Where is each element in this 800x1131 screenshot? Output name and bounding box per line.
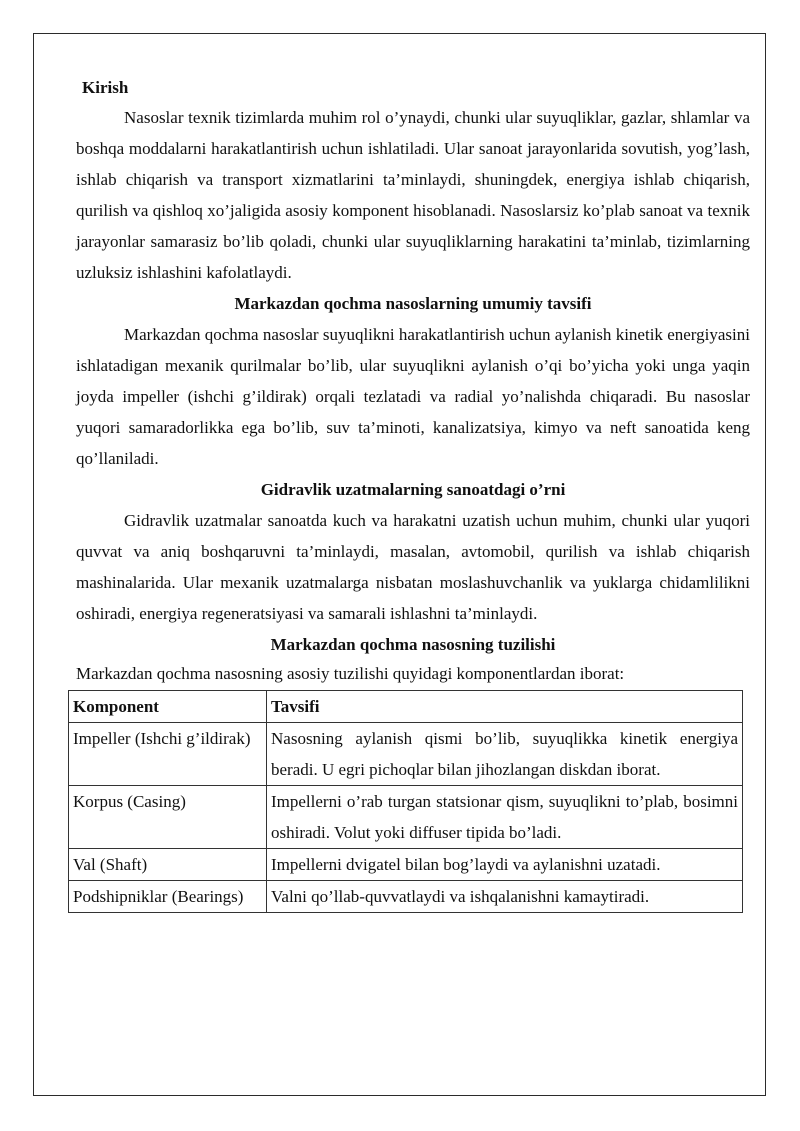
overview-paragraph: Markazdan qochma nasoslar suyuqlikni harakatlantirish uchun aylanish kinetik energiyasini ishlatadigan mexanik qurilmalar bo’lib, ular suyuqlikni aylanish o’qi bo’yicha yoki unga yaqin joyda impeller (ishchi g’ildirak) orqali tezlatadi va radial yo’nalishda chiqaradi. Bu nasoslar yuqori samaradorlikka ega bo’lib, suv ta’minoti, kanalizatsiya, kimyo va neft sanoatida keng qo’llaniladi.	[76, 325, 750, 468]
cell-description-shaft: Impellerni dvigatel bilan bog’laydi va aylanishni uzatadi.	[267, 849, 743, 881]
cell-description-bearings: Valni qo’llab-quvvatlaydi va ishqalanishni kamaytiradi.	[267, 881, 743, 913]
table-header-row	[69, 691, 743, 723]
header-description: Tavsifi	[267, 691, 743, 723]
components-table	[68, 690, 743, 913]
section-heading-hydraulic: Gidravlik uzatmalarning sanoatdagi o’rni	[260, 480, 566, 499]
cell-description-casing: Impellerni o’rab turgan statsionar qism, suyuqlikni to’plab, bosimni oshiradi. Volut yoki diffuser tipida bo’ladi.	[267, 786, 743, 849]
intro-paragraph: Nasoslar texnik tizimlarda muhim rol o’ynaydi, chunki ular suyuqliklar, gazlar, shlamlar va boshqa moddalarni harakatlantirish uchun ishlatiladi. Ular sanoat jarayonlarida sovutish, yog’lash, ishlab chiqarish va transport xizmatlarini ta’minlaydi, shuningdek, energiya ishlab chiqarish, qurilish va qishloq xo’jaligida asosiy komponent hisoblanadi. Nasoslarsiz ko’plab sanoat va texnik jarayonlar samarasiz bo’lib qoladi, chunki ular suyuqliklarning harakatini ta’minlab, tizimlarning uzluksiz ishlashini kafolatlaydi.	[76, 108, 750, 282]
cell-component-casing: Korpus (Casing)	[69, 786, 267, 849]
table-row	[69, 849, 743, 881]
cell-component-impeller: Impeller (Ishchi g’ildirak)	[69, 723, 267, 786]
section-heading-overview: Markazdan qochma nasoslarning umumiy tavsifi	[234, 294, 592, 313]
intro-heading: Kirish	[82, 78, 129, 97]
cell-description-impeller: Nasosning aylanish qismi bo’lib, suyuqlikka kinetik energiya beradi. U egri pichoqlar bilan jihozlangan diskdan iborat.	[267, 723, 743, 786]
header-component: Komponent	[69, 691, 267, 723]
cell-component-shaft: Val (Shaft)	[69, 849, 267, 881]
hydraulic-paragraph: Gidravlik uzatmalar sanoatda kuch va harakatni uzatish uchun muhim, chunki ular yuqori quvvat va aniq boshqaruvni ta’minlaydi, masalan, avtomobil, qurilish va ishlab chiqarish mashinalarida. Ular mexanik uzatmalarga nisbatan moslashuvchanlik va yuklarga chidamlilikni oshiradi, energiya regeneratsiyasi va samarali ishlashni ta’minlaydi.	[76, 511, 750, 623]
structure-lead: Markazdan qochma nasosning asosiy tuzilishi quyidagi komponentlardan iborat:	[76, 664, 625, 683]
section-heading-structure: Markazdan qochma nasosning tuzilishi	[270, 635, 556, 654]
table-row	[69, 786, 743, 849]
table-row	[69, 881, 743, 913]
cell-component-bearings: Podshipniklar (Bearings)	[69, 881, 267, 913]
document-body	[73, 74, 750, 913]
table-row	[69, 723, 743, 786]
